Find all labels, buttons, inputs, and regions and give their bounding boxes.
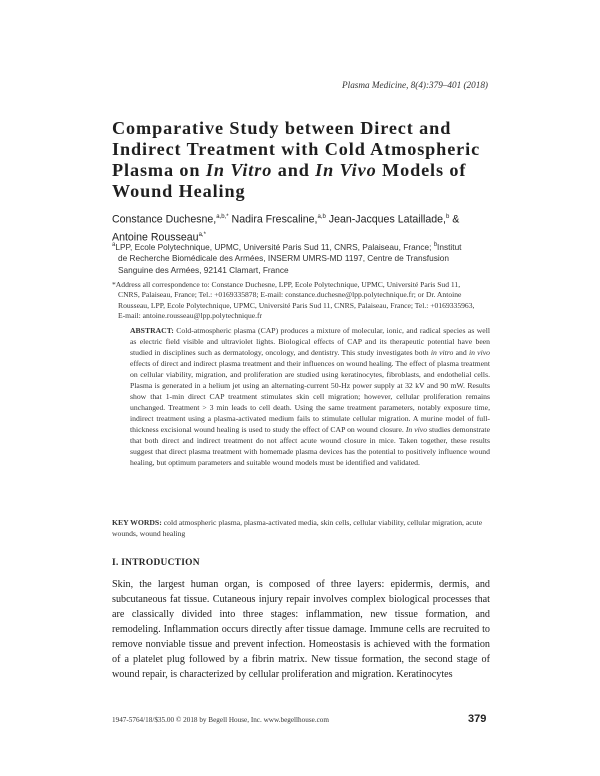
keywords [112,517,492,539]
author-1-affil: a,b,* [216,214,229,220]
affiliation-line-2: de Recherche Biomédicale des Armées, INSERM UMRS-MD 1197, Centre de Transfusion [118,253,449,264]
abstract-in-vivo: in vivo [468,348,490,357]
abstract-in-vivo-2: In vivo [405,425,428,434]
correspondence-line-4: E-mail: antoine.rousseau@lpp.polytechnique.fr [118,310,263,320]
page-number: 379 [468,713,487,725]
section-heading: I. INTRODUCTION [112,558,200,568]
correspondence-line-1: *Address all correspondence to: Constance Duchesne, LPP, Ecole Polytechnique, UPMC, Université Paris Sud 11, [112,280,461,289]
author-4: Antoine Rousseau [112,231,199,244]
author-3: Jean-Jacques Lataillade, [325,213,446,226]
body-paragraph: Skin, the largest human organ, is composed of three layers: epidermis, dermis, and subcutaneous fat tissue. Cutaneous injury repair involves complex biological processes that are classically divided into three stages: inflammation, new tissue formation, and remodeling. Inflammation occurs directly after tissue damage. Immune cells are recruited to remove nonviable tissue and prevent infection. Homeostasis is achieved with the formation of a platelet plug followed by a fibrin matrix. New tissue formation, the second stage of wound repair, is characterized by cellular proliferation and migration. Keratinocytes [112,579,490,680]
author-1: Constance Duchesne, [112,213,217,226]
footer-copyright: 1947-5764/18/$35.00 © 2018 by Begell House, Inc. www.begellhouse.com [112,716,329,724]
abstract-in-vitro: in vitro [430,348,454,357]
affil-mark-b: b [433,242,438,248]
abstract-text-4: studies demonstrate that both direct and indirect treatment do not affect acute wound closure in mice. Taken together, these results suggest that direct plasma treatment with homemade plasma devices has the potential to positively influence wound healing, but optimum parameters and suitable wound models must be identified and validated. [130,425,490,467]
correspondence-line-3: Rousseau, LPP, Ecole Polytechnique, UPMC, Université Paris Sud 11, CNRS, Palaiseau, France; Tel.: +0169335963, [118,300,475,310]
title-part-1: Comparative Study between Direct and Indirect Treatment with Cold Atmospheric Plasma on [112,118,481,180]
title-part-2: Models of Wound Healing [112,160,467,201]
abstract-text-3: effects of direct and indirect plasma treatment and their influences on wound healing. The effect of plasma treatment on cellular viability, migration, and proliferation are studied using keratinocytes, fibroblasts, and endothelial cells. Plasma is generated in a helium jet using an alternating-current 50-Hz power supply at 32 kV and 90 mW. Results show that 1-min direct CAP treatment stimulates skin cell migration; however, cellular proliferation remains unchanged. Treatment > 3 min leads to cell death. Using the same treatment parameters, notably exposure time, indirect treatment using a plasma-activated medium fails to stimulate cellular migration. A murine model of full-thickness excisional wound healing is used to study the effect of CAP on wound closure. [130,359,490,434]
author-3-affil: b [446,214,450,220]
title-and: and [272,160,316,180]
author-2: Nadira Frescaline, [228,213,318,226]
author-4-affil: a,* [198,231,206,238]
affiliations [112,240,492,276]
author-3-tail: & [449,213,460,226]
author-2-affil: a,b [317,214,326,220]
keywords-text: cold atmospheric plasma, plasma-activated media, skin cells, cellular viability, cellular migration, acute wounds, wound healing [112,518,483,538]
abstract-text-2: and [453,348,469,357]
keywords-label: KEY WORDS: [112,518,162,527]
journal-reference: Plasma Medicine, 8(4):379–401 (2018) [342,80,488,90]
affil-a-text: LPP, Ecole Polytechnique, UPMC, Université Paris Sud 11, CNRS, Palaiseau, France; [115,241,434,252]
abstract [130,325,490,468]
affil-mark-a: a [112,242,116,248]
affiliation-line-3: Sanguine des Armées, 92141 Clamart, France [118,264,289,275]
correspondence-line-2: CNRS, Palaiseau, France; Tel.: +0169335878; E-mail: constance.duchesne@lpp.polytechnique.fr; or Dr. Antoine [118,290,462,300]
affiliation-line-1 [112,240,492,253]
affil-b-start: Institut [437,241,462,252]
title-in-vitro: In Vitro [205,160,273,180]
article-title [112,118,512,202]
abstract-text-1: Cold-atmospheric plasma (CAP) produces a mixture of molecular, ionic, and radical species as well as electric field visible and ultraviolet lights. Biological effects of CAP and its therapeutic potential have been studied in disciplines such as dermatology, oncology, and dentistry. This study investigates both [130,326,490,357]
title-in-vivo: In Vivo [315,160,377,180]
abstract-label: ABSTRACT: [130,326,174,335]
correspondence-note [112,280,492,321]
